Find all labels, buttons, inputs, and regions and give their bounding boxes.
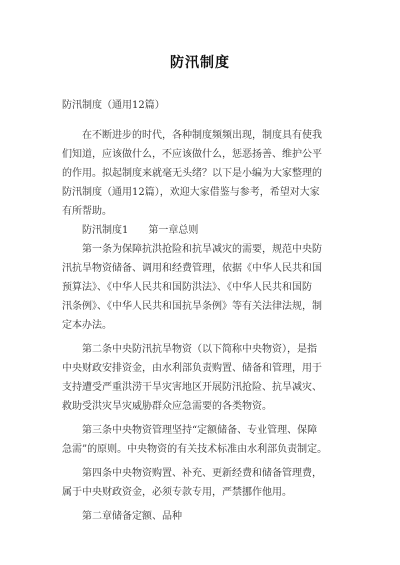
body-line: 中央财政安排资金，由水利部负责购置、储备和管理，用于 [62,363,322,374]
page-title: 防汛制度 [170,55,230,71]
body-line: 属于中央财政资金，必须专款专用，严禁挪作他用。 [62,487,292,498]
body-line: 的作用。拟起制度来就毫无头绪？以下是小编为大家整理的 [62,168,322,179]
body-line: 防汛制度（通用12篇），欢迎大家借鉴与参考，希望对大家 [62,187,320,198]
body-line: 第二条中央防汛抗旱物资（以下简称中央物资），是指 [62,344,317,355]
body-line: 们知道，应该做什么，不应该做什么，惩恶扬善、维护公平 [62,149,322,160]
body-line: 定本办法。 [62,320,112,331]
body-line: 救助受洪灾旱灾威胁群众应急需要的各类物资。 [62,401,272,412]
document-body [62,126,344,526]
body-line: 有所帮助。 [62,206,112,217]
body-line: 第二章储备定额、品种 [62,511,182,522]
body-line: 第四条中央物资购置、补充、更新经费和储备管理费， [62,468,322,479]
body-line: 在不断进步的时代，各种制度频频出现，制度具有使我 [62,130,322,141]
body-line: 汛条例》、《中华人民共和国抗旱条例》等有关法律法规，制 [62,301,322,312]
body-line: 预算法》、《中华人民共和国防洪法》、《中华人民共和国防 [62,282,312,293]
document-subtitle: 防汛制度（通用12篇） [62,100,165,111]
body-line: 防汛制度1 第一章总则 [62,225,199,236]
body-line: 支持遭受严重洪涝干旱灾害地区开展防汛抢险、抗旱减灾、 [62,382,322,393]
body-line: 急需”的原则。中央物资的有关技术标准由水利部负责制定。 [62,444,328,455]
body-line: 第三条中央物资管理坚持“定额储备、专业管理、保障 [62,425,318,436]
body-line: 汛抗旱物资储备、调用和经费管理，依据《中华人民共和国 [62,263,322,274]
body-line: 第一条为保障抗洪抢险和抗旱减灾的需要，规范中央防 [62,244,322,255]
